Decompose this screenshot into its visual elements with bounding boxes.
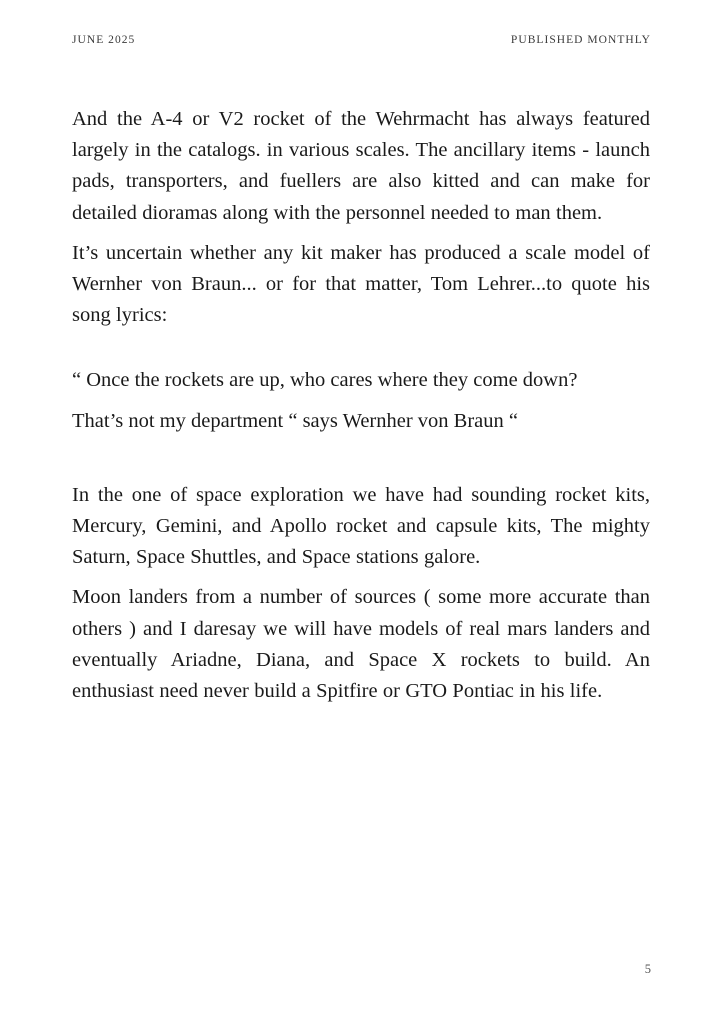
running-head xyxy=(72,34,651,46)
spacer-before-quote xyxy=(72,331,650,365)
paragraph-3: In the one of space exploration we have had sounding rocket kits, Mercury, Gemini, and Apollo rocket and capsule kits, The mighty Saturn, Space Shuttles, and Space stations galore. xyxy=(72,483,650,569)
spacer-after-quote xyxy=(72,446,650,480)
page-number: 5 xyxy=(644,962,651,976)
running-head-date: JUNE 2025 xyxy=(72,34,136,46)
paragraph-4: Moon landers from a number of sources ( some more accurate than others ) and I daresay we will have models of real mars landers and eventually Ariadne, Diana, and Space X rockets to build. An enthusiast need never build a Spitfire or GTO Pontiac in his life. xyxy=(72,586,650,703)
paragraph-1: And the A-4 or V2 rocket of the Wehrmacht has always featured largely in the catalogs. in various scales. The ancillary items - launch pads, transporters, and fuellers are also kitted and can make for detailed dioramas along with the personnel needed to man them. xyxy=(72,108,650,224)
paragraph-2: It’s uncertain whether any kit maker has produced a scale model of Wernher von Braun... or for that matter, Tom Lehrer...to quote his song lyrics: xyxy=(72,241,650,327)
running-head-publication-note: PUBLISHED MONTHLY xyxy=(510,34,651,46)
quote-line-2: That’s not my department “ says Wernher von Braun “ xyxy=(72,409,519,432)
page-content xyxy=(72,104,650,707)
quote-line-1: “ Once the rockets are up, who cares where they come down? xyxy=(72,369,578,392)
